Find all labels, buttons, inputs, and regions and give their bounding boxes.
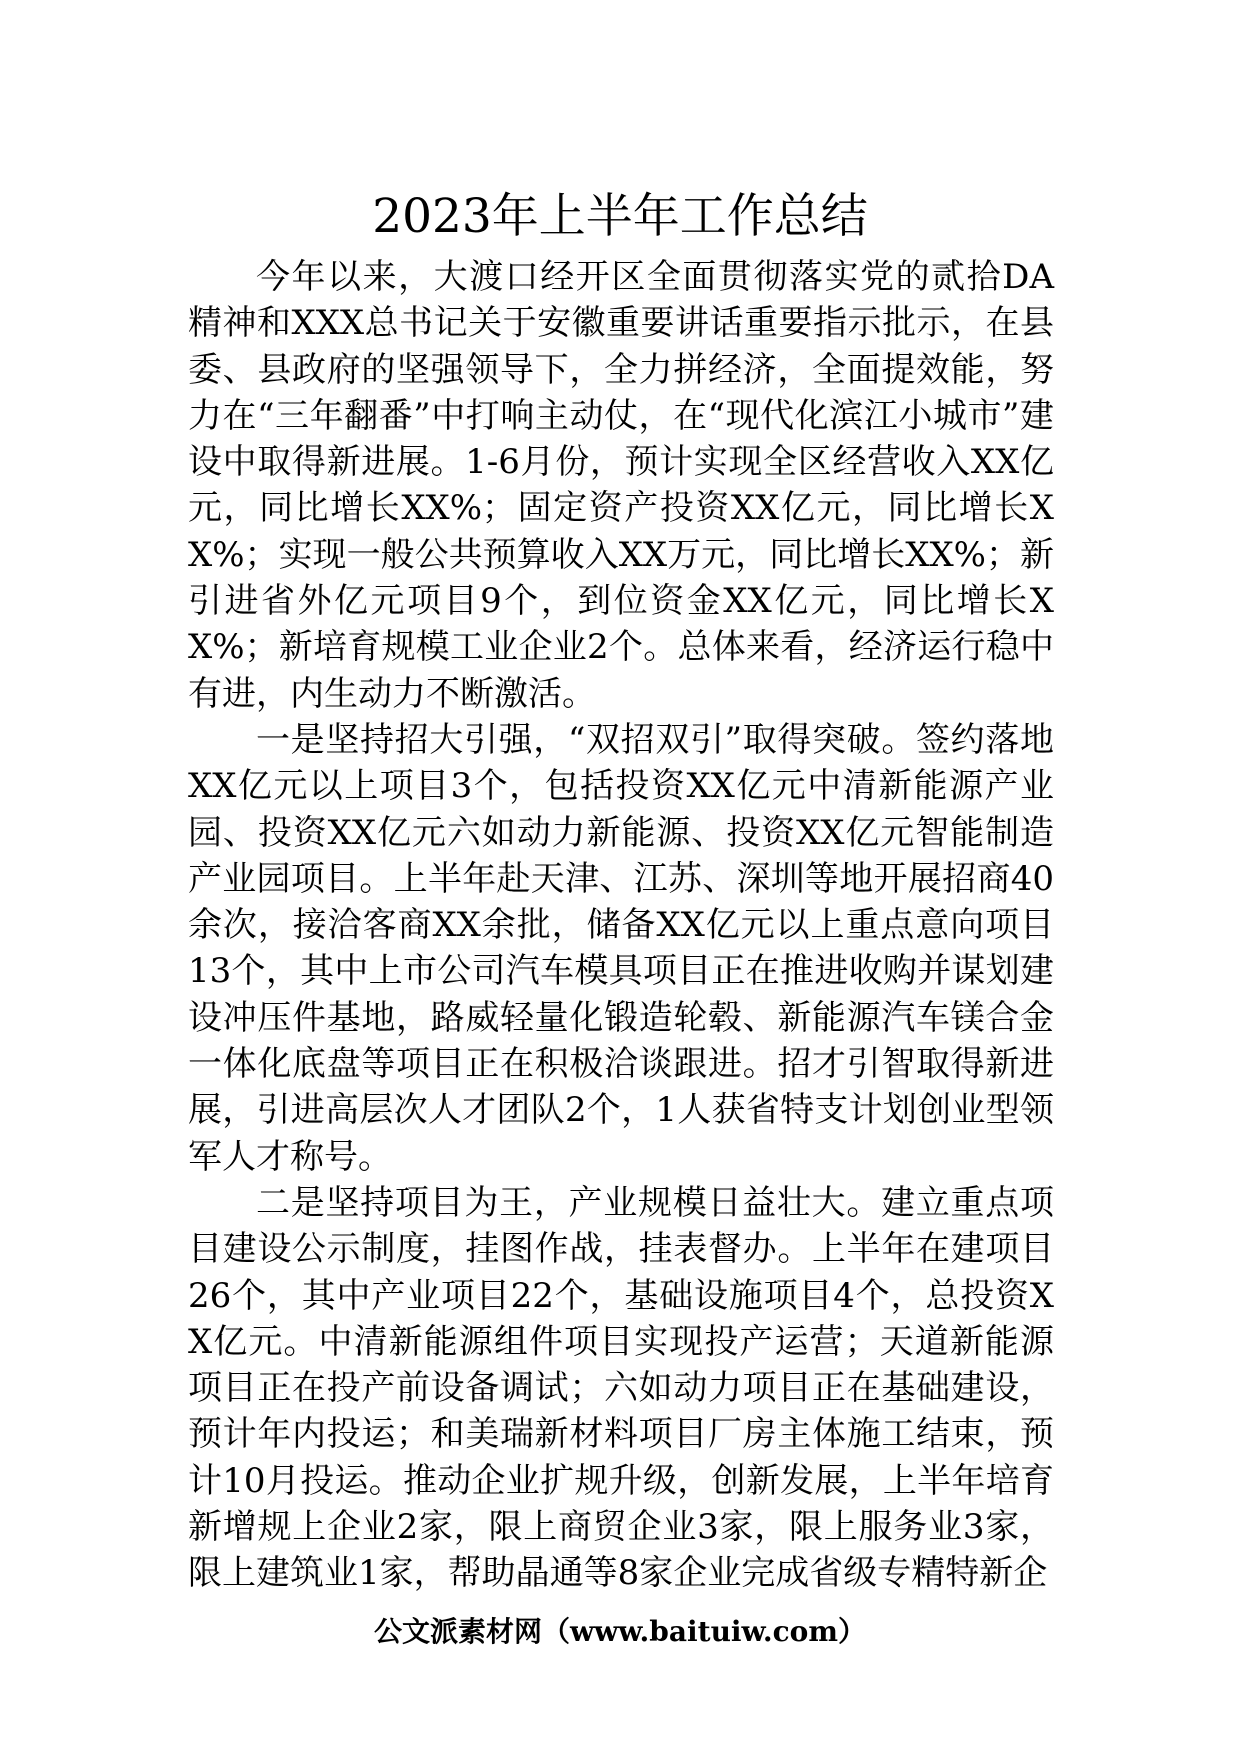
document-body: [188, 254, 1054, 1597]
footer-watermark: 公文派素材网（www.baituiw.com）: [374, 1615, 866, 1648]
paragraph-intro: 今年以来，大渡口经开区全面贯彻落实党的贰拾DA精神和XXX总书记关于安徽重要讲话重要指示批示，在县委、县政府的坚强领导下，全力拼经济，全面提效能，努力在“三年翻番”中打响主动仗，在“现代化滨江小城市”建设中取得新进展。1-6月份，预计实现全区经营收入XX亿元，同比增长XX%；固定资产投资XX亿元，同比增长XX%；实现一般公共预算收入XX万元，同比增长XX%；新引进省外亿元项目9个，到位资金XX亿元，同比增长XX%；新培育规模工业企业2个。总体来看，经济运行稳中有进，内生动力不断激活。: [188, 257, 1054, 714]
paragraph-investment: 一是坚持招大引强，“双招双引”取得突破。签约落地XX亿元以上项目3个，包括投资XX亿元中清新能源产业园、投资XX亿元六如动力新能源、投资XX亿元智能制造产业园项目。上半年赴天津、江苏、深圳等地开展招商40余次，接洽客商XX余批，储备XX亿元以上重点意向项目13个，其中上市公司汽车模具项目正在推进收购并谋划建设冲压件基地，路威轻量化锻造轮毂、新能源汽车镁合金一体化底盘等项目正在积极洽谈跟进。招才引智取得新进展，引进高层次人才团队2个，1人获省特支计划创业型领军人才称号。: [188, 719, 1054, 1177]
paragraph-projects: 二是坚持项目为王，产业规模日益壮大。建立重点项目建设公示制度，挂图作战，挂表督办。上半年在建项目26个，其中产业项目22个，基础设施项目4个，总投资XX亿元。中清新能源组件项目实现投产运营；天道新能源项目正在投产前设备调试；六如动力项目正在基础建设，预计年内投运；和美瑞新材料项目厂房主体施工结束，预计10月投运。推动企业扩规升级，创新发展，上半年培育新增规上企业2家，限上商贸企业3家，限上服务业3家，限上建筑业1家，帮助晶通等8家企业完成省级专精特新企: [188, 1182, 1054, 1594]
document-title: 2023年上半年工作总结: [372, 189, 868, 244]
